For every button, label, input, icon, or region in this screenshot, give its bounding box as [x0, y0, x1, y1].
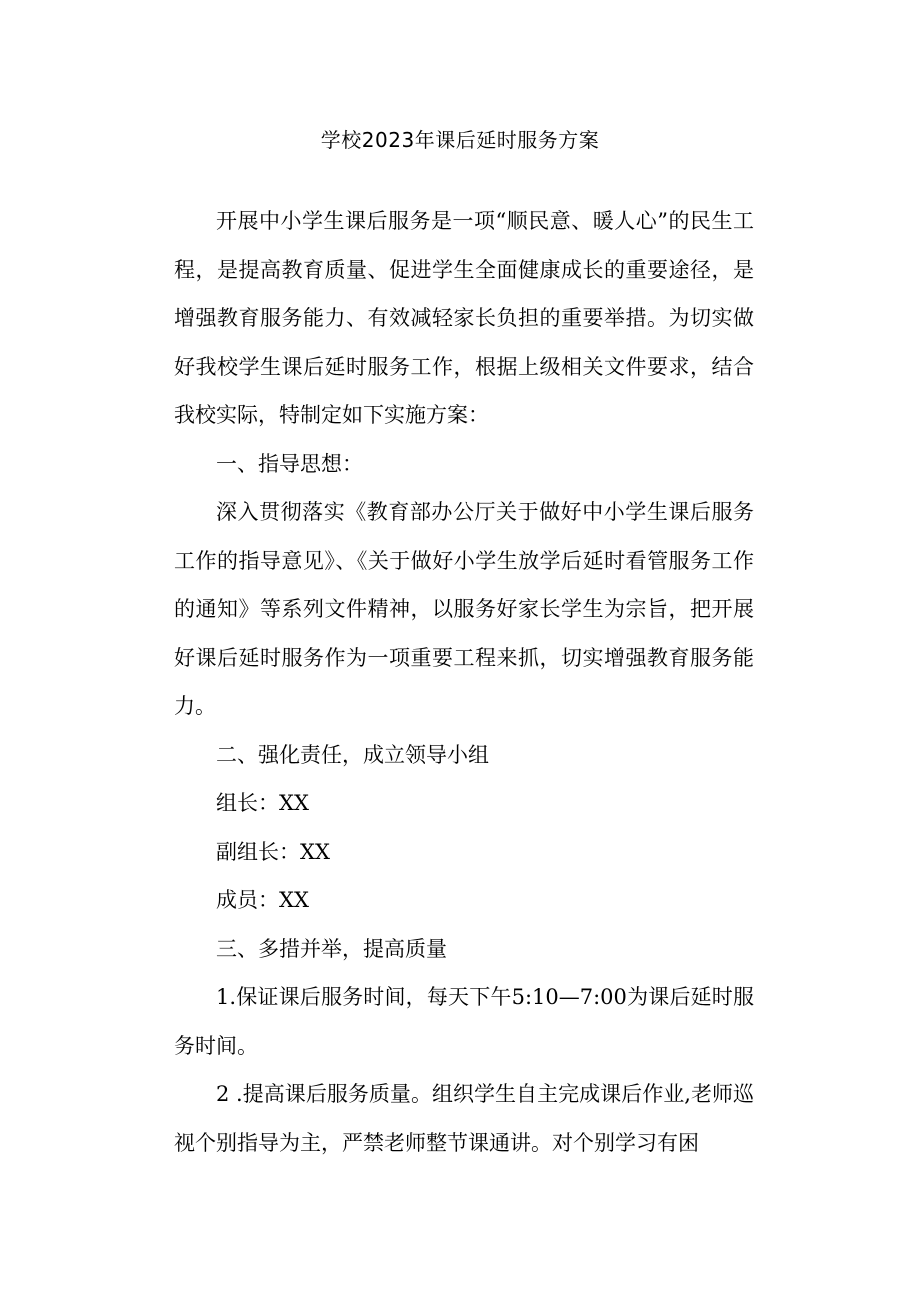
- section-heading-guiding-ideology: 一、指导思想：: [216, 451, 363, 476]
- section-heading-measures: 三、多措并举，提高质量: [216, 936, 447, 961]
- leader-line: 组长：XX: [216, 791, 309, 815]
- document-title: 学校2023年课后延时服务方案: [320, 128, 600, 152]
- section-heading-leadership-group: 二、强化责任，成立领导小组: [216, 742, 489, 767]
- measure-item-1: 1.保证课后服务时间，每天下午5:10—7:00为课后延时服务时间。: [174, 985, 754, 1058]
- deputy-leader-line: 副组长：XX: [216, 839, 330, 864]
- members-line: 成员：XX: [216, 888, 309, 912]
- document-body: [174, 197, 754, 1167]
- measure-item-2: 2 .提高课后服务质量。组织学生自主完成课后作业,老师巡视个别指导为主，严禁老师整节课通讲。对个别学习有困: [174, 1082, 754, 1155]
- guiding-ideology-paragraph: 深入贯彻落实《教育部办公厅关于做好中小学生课后服务工作的指导意见》、《关于做好小学生放学后延时看管服务工作的通知》等系列文件精神，以服务好家长学生为宗旨，把开展好课后延时服务作为一项重要工程来抓，切实增强教育服务能力。: [174, 500, 754, 718]
- intro-paragraph: 开展中小学生课后服务是一项“顺民意、暖人心”的民生工程，是提高教育质量、促进学生全面健康成长的重要途径，是增强教育服务能力、有效减轻家长负担的重要举措。为切实做好我校学生课后延时服务工作，根据上级相关文件要求，结合我校实际，特制定如下实施方案：: [174, 209, 754, 427]
